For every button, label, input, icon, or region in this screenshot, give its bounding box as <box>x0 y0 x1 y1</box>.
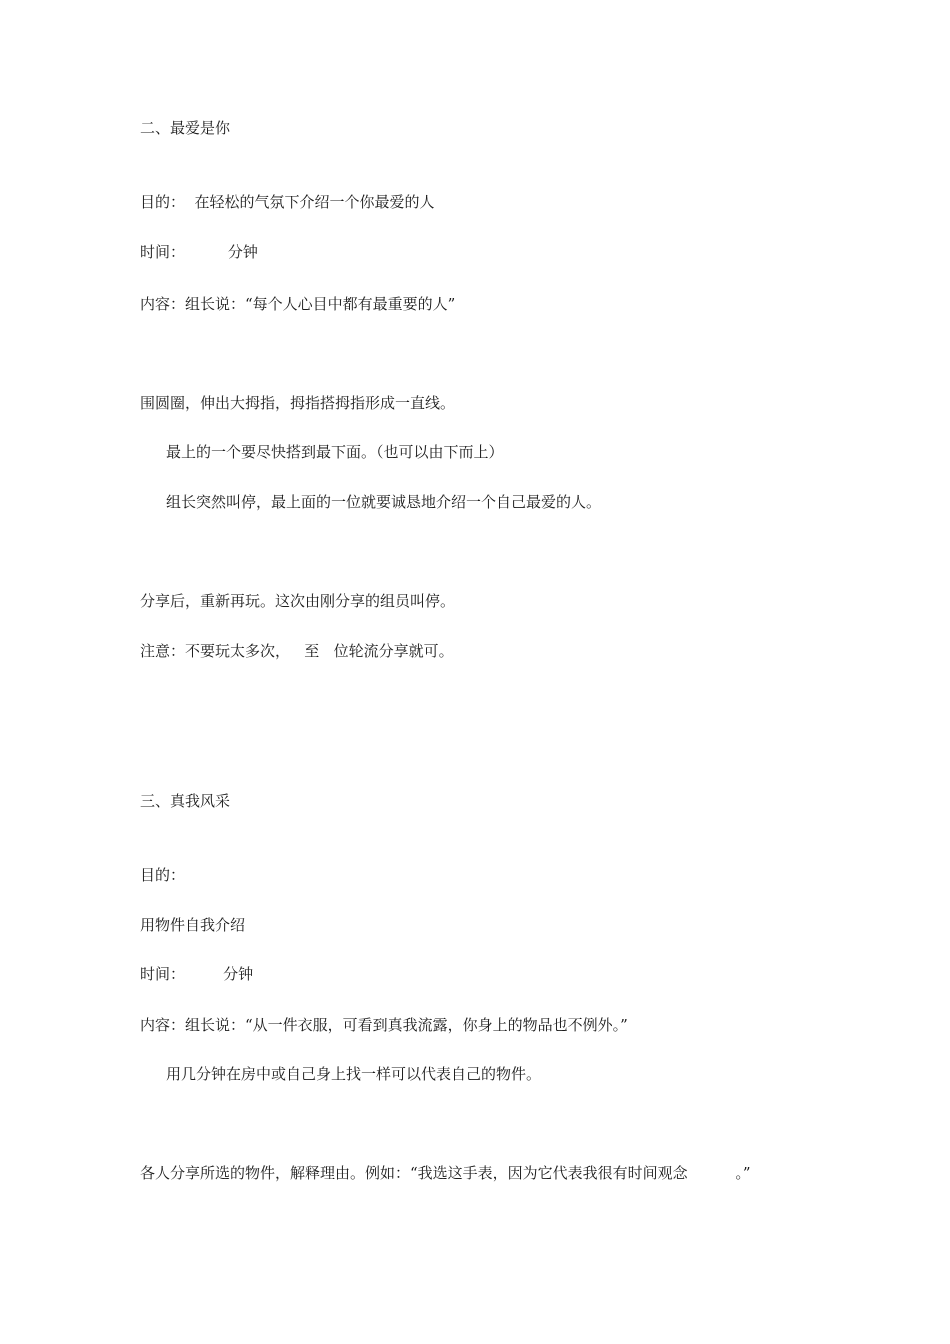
step-line: 分享后，重新再玩。这次由刚分享的组员叫停。 <box>140 592 456 610</box>
step-line: 各人分享所选的物件，解释理由。例如：“我选这手表，因为它代表我很有时间观念 。” <box>140 1164 751 1182</box>
step-line: 最上的一个要尽快搭到最下面。（也可以由下而上） <box>166 443 504 461</box>
step-line: 用几分钟在房中或自己身上找一样可以代表自己的物件。 <box>166 1065 542 1083</box>
step-line: 组长突然叫停，最上面的一位就要诚恳地介绍一个自己最爱的人。 <box>166 493 602 511</box>
note-line: 注意：不要玩太多次， 至 位轮流分享就可。 <box>140 642 454 660</box>
purpose-line: 用物件自我介绍 <box>140 916 246 934</box>
time-line: 时间： 分钟 <box>140 965 254 983</box>
purpose-label: 目的： <box>140 866 186 884</box>
step-line: 围圆圈，伸出大拇指，拇指搭拇指形成一直线。 <box>140 394 456 412</box>
purpose-line: 目的： 在轻松的气氛下介绍一个你最爱的人 <box>140 193 435 211</box>
content-line: 内容：组长说：“每个人心目中都有最重要的人” <box>140 295 456 313</box>
section-heading-true-self: 三、真我风采 <box>140 792 231 810</box>
content-line: 内容：组长说：“从一件衣服，可看到真我流露，你身上的物品也不例外。” <box>140 1016 628 1034</box>
section-heading-most-loved: 二、最爱是你 <box>140 119 231 137</box>
time-line: 时间： 分钟 <box>140 243 258 261</box>
